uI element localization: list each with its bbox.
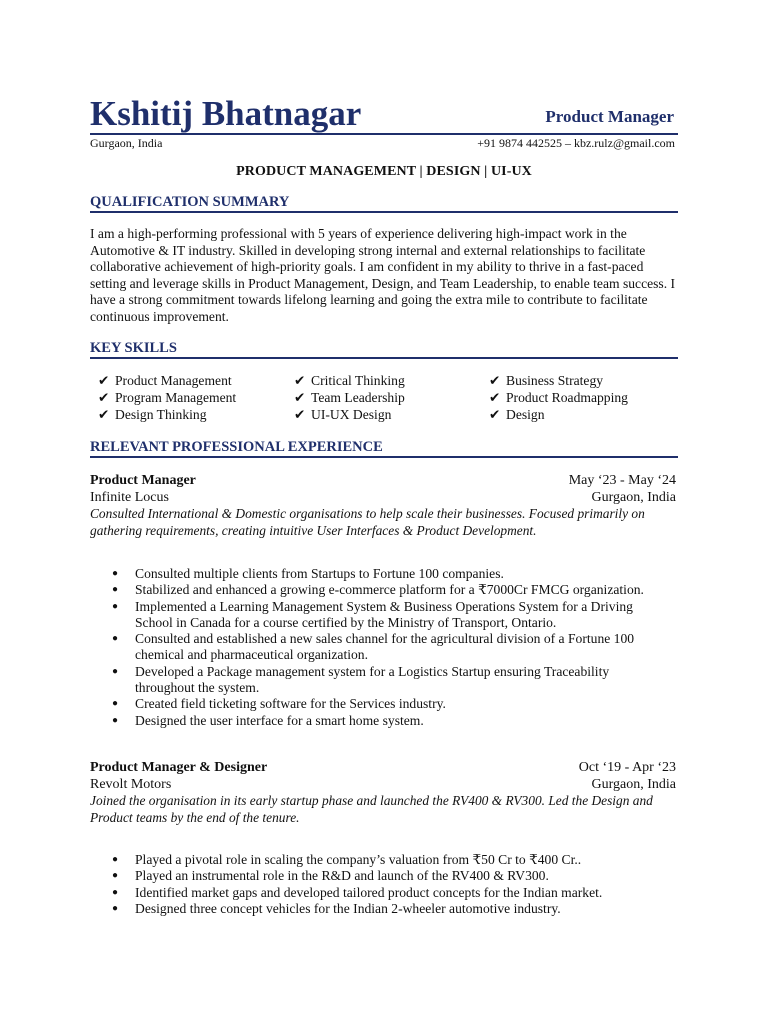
qualification-summary: I am a high-performing professional with 5 years of experience delivering high-impact work in the Automotive & IT industry. Skilled in developing strong internal and external relationships to facilitate collaborative achievement of high-priority goals. I am confident in my ability to thrive in a fast-paced setting and leverage skills in Product Management, Design, and Team Leadership, to enable team success. I have a strong commitment towards lifelong learning and going the extra mile to contribute to facilitate continuous improvement. — [90, 226, 676, 324]
section-title-summary: QUALIFICATION SUMMARY — [90, 194, 290, 210]
section-divider-summary — [90, 211, 678, 213]
job-dates: Oct ‘19 - Apr ‘23 — [578, 760, 676, 775]
job-title: Product Manager & Designer — [90, 760, 268, 775]
skill-label: Product Management — [115, 373, 232, 388]
job-company: Infinite Locus — [90, 490, 169, 505]
checkmark-icon: ✔ — [98, 373, 110, 388]
job-description: Consulted International & Domestic organisations to help scale their businesses. Focused primarily on gathering requirements, creating intuitive User Interfaces & Product Development. — [90, 506, 645, 538]
job-bullet: ● Implemented a Learning Management System & Business Operations System for a Driving School in Canada for a course certified by the Ministry of Transport, Ontario. — [112, 599, 660, 632]
skills-column — [489, 372, 685, 423]
skill-label: Product Roadmapping — [506, 390, 628, 405]
checkmark-icon: ✔ — [98, 390, 110, 405]
skill-label: UI-UX Design — [311, 407, 392, 422]
checkmark-icon: ✔ — [294, 390, 306, 405]
job-bullet: ● Consulted multiple clients from Startups to Fortune 100 companies. — [112, 566, 660, 582]
job-bullet: ● Stabilized and enhanced a growing e-commerce platform for a ₹7000Cr FMCG organization. — [112, 582, 660, 598]
checkmark-icon: ✔ — [98, 407, 110, 422]
skill-item — [98, 372, 294, 389]
skill-label: Design — [506, 407, 545, 422]
skill-item — [98, 406, 294, 423]
checkmark-icon: ✔ — [489, 390, 501, 405]
checkmark-icon: ✔ — [489, 407, 501, 422]
skill-item — [489, 372, 685, 389]
checkmark-icon: ✔ — [294, 373, 306, 388]
job-bullet: ● Designed the user interface for a smart home system. — [112, 713, 660, 729]
checkmark-icon: ✔ — [294, 407, 306, 422]
resume-tagline: PRODUCT MANAGEMENT | DESIGN | UI-UX — [236, 164, 532, 179]
section-divider-experience — [90, 456, 678, 458]
job-company: Revolt Motors — [90, 777, 172, 792]
candidate-location: Gurgaon, India — [90, 136, 163, 150]
skill-item — [294, 372, 490, 389]
job-location: Gurgaon, India — [591, 777, 676, 792]
skill-item — [489, 389, 685, 406]
skill-item — [294, 406, 490, 423]
job-bullet: ● Identified market gaps and developed tailored product concepts for the Indian market. — [112, 885, 660, 901]
skill-label: Business Strategy — [506, 373, 604, 388]
job-bullet: ● Created field ticketing software for the Services industry. — [112, 696, 660, 712]
job-bullet: ● Played an instrumental role in the R&D and launch of the RV400 & RV300. — [112, 868, 660, 884]
skill-item — [294, 389, 490, 406]
key-skills-grid — [98, 372, 678, 424]
job-bullet: ● Played a pivotal role in scaling the company’s valuation from ₹50 Cr to ₹400 Cr.. — [112, 852, 660, 868]
job-title: Product Manager — [90, 473, 196, 488]
skills-column — [294, 372, 490, 423]
skill-label: Critical Thinking — [311, 373, 405, 388]
job-location: Gurgaon, India — [591, 490, 676, 505]
job-bullet: ● Consulted and established a new sales channel for the agricultural division of a Fortune 100 chemical and pharmaceutical organization. — [112, 631, 660, 664]
section-divider-skills — [90, 357, 678, 359]
job-bullet: ● Developed a Package management system for a Logistics Startup ensuring Traceability throughout the system. — [112, 664, 660, 697]
candidate-role: Product Manager — [545, 107, 674, 126]
skill-label: Program Management — [115, 390, 237, 405]
section-title-skills: KEY SKILLS — [90, 340, 177, 356]
candidate-name: Kshitij Bhatnagar — [90, 94, 362, 133]
skill-item — [489, 406, 685, 423]
job-bullet: ● Designed three concept vehicles for the Indian 2-wheeler automotive industry. — [112, 901, 660, 917]
resume-header — [90, 94, 678, 134]
job-dates: May ‘23 - May ‘24 — [568, 473, 676, 488]
job-description: Joined the organisation in its early startup phase and launched the RV400 & RV300. Led the Design and Product teams by the end of the tenure. — [90, 793, 653, 825]
checkmark-icon: ✔ — [489, 373, 501, 388]
skill-label: Team Leadership — [311, 390, 405, 405]
skills-column — [98, 372, 294, 423]
job-bullets — [112, 566, 660, 729]
section-title-experience: RELEVANT PROFESSIONAL EXPERIENCE — [90, 439, 383, 455]
candidate-contact: +91 9874 442525 – kbz.rulz@gmail.com — [477, 136, 675, 150]
job-bullets — [112, 852, 660, 917]
skill-label: Design Thinking — [115, 407, 207, 422]
skill-item — [98, 389, 294, 406]
